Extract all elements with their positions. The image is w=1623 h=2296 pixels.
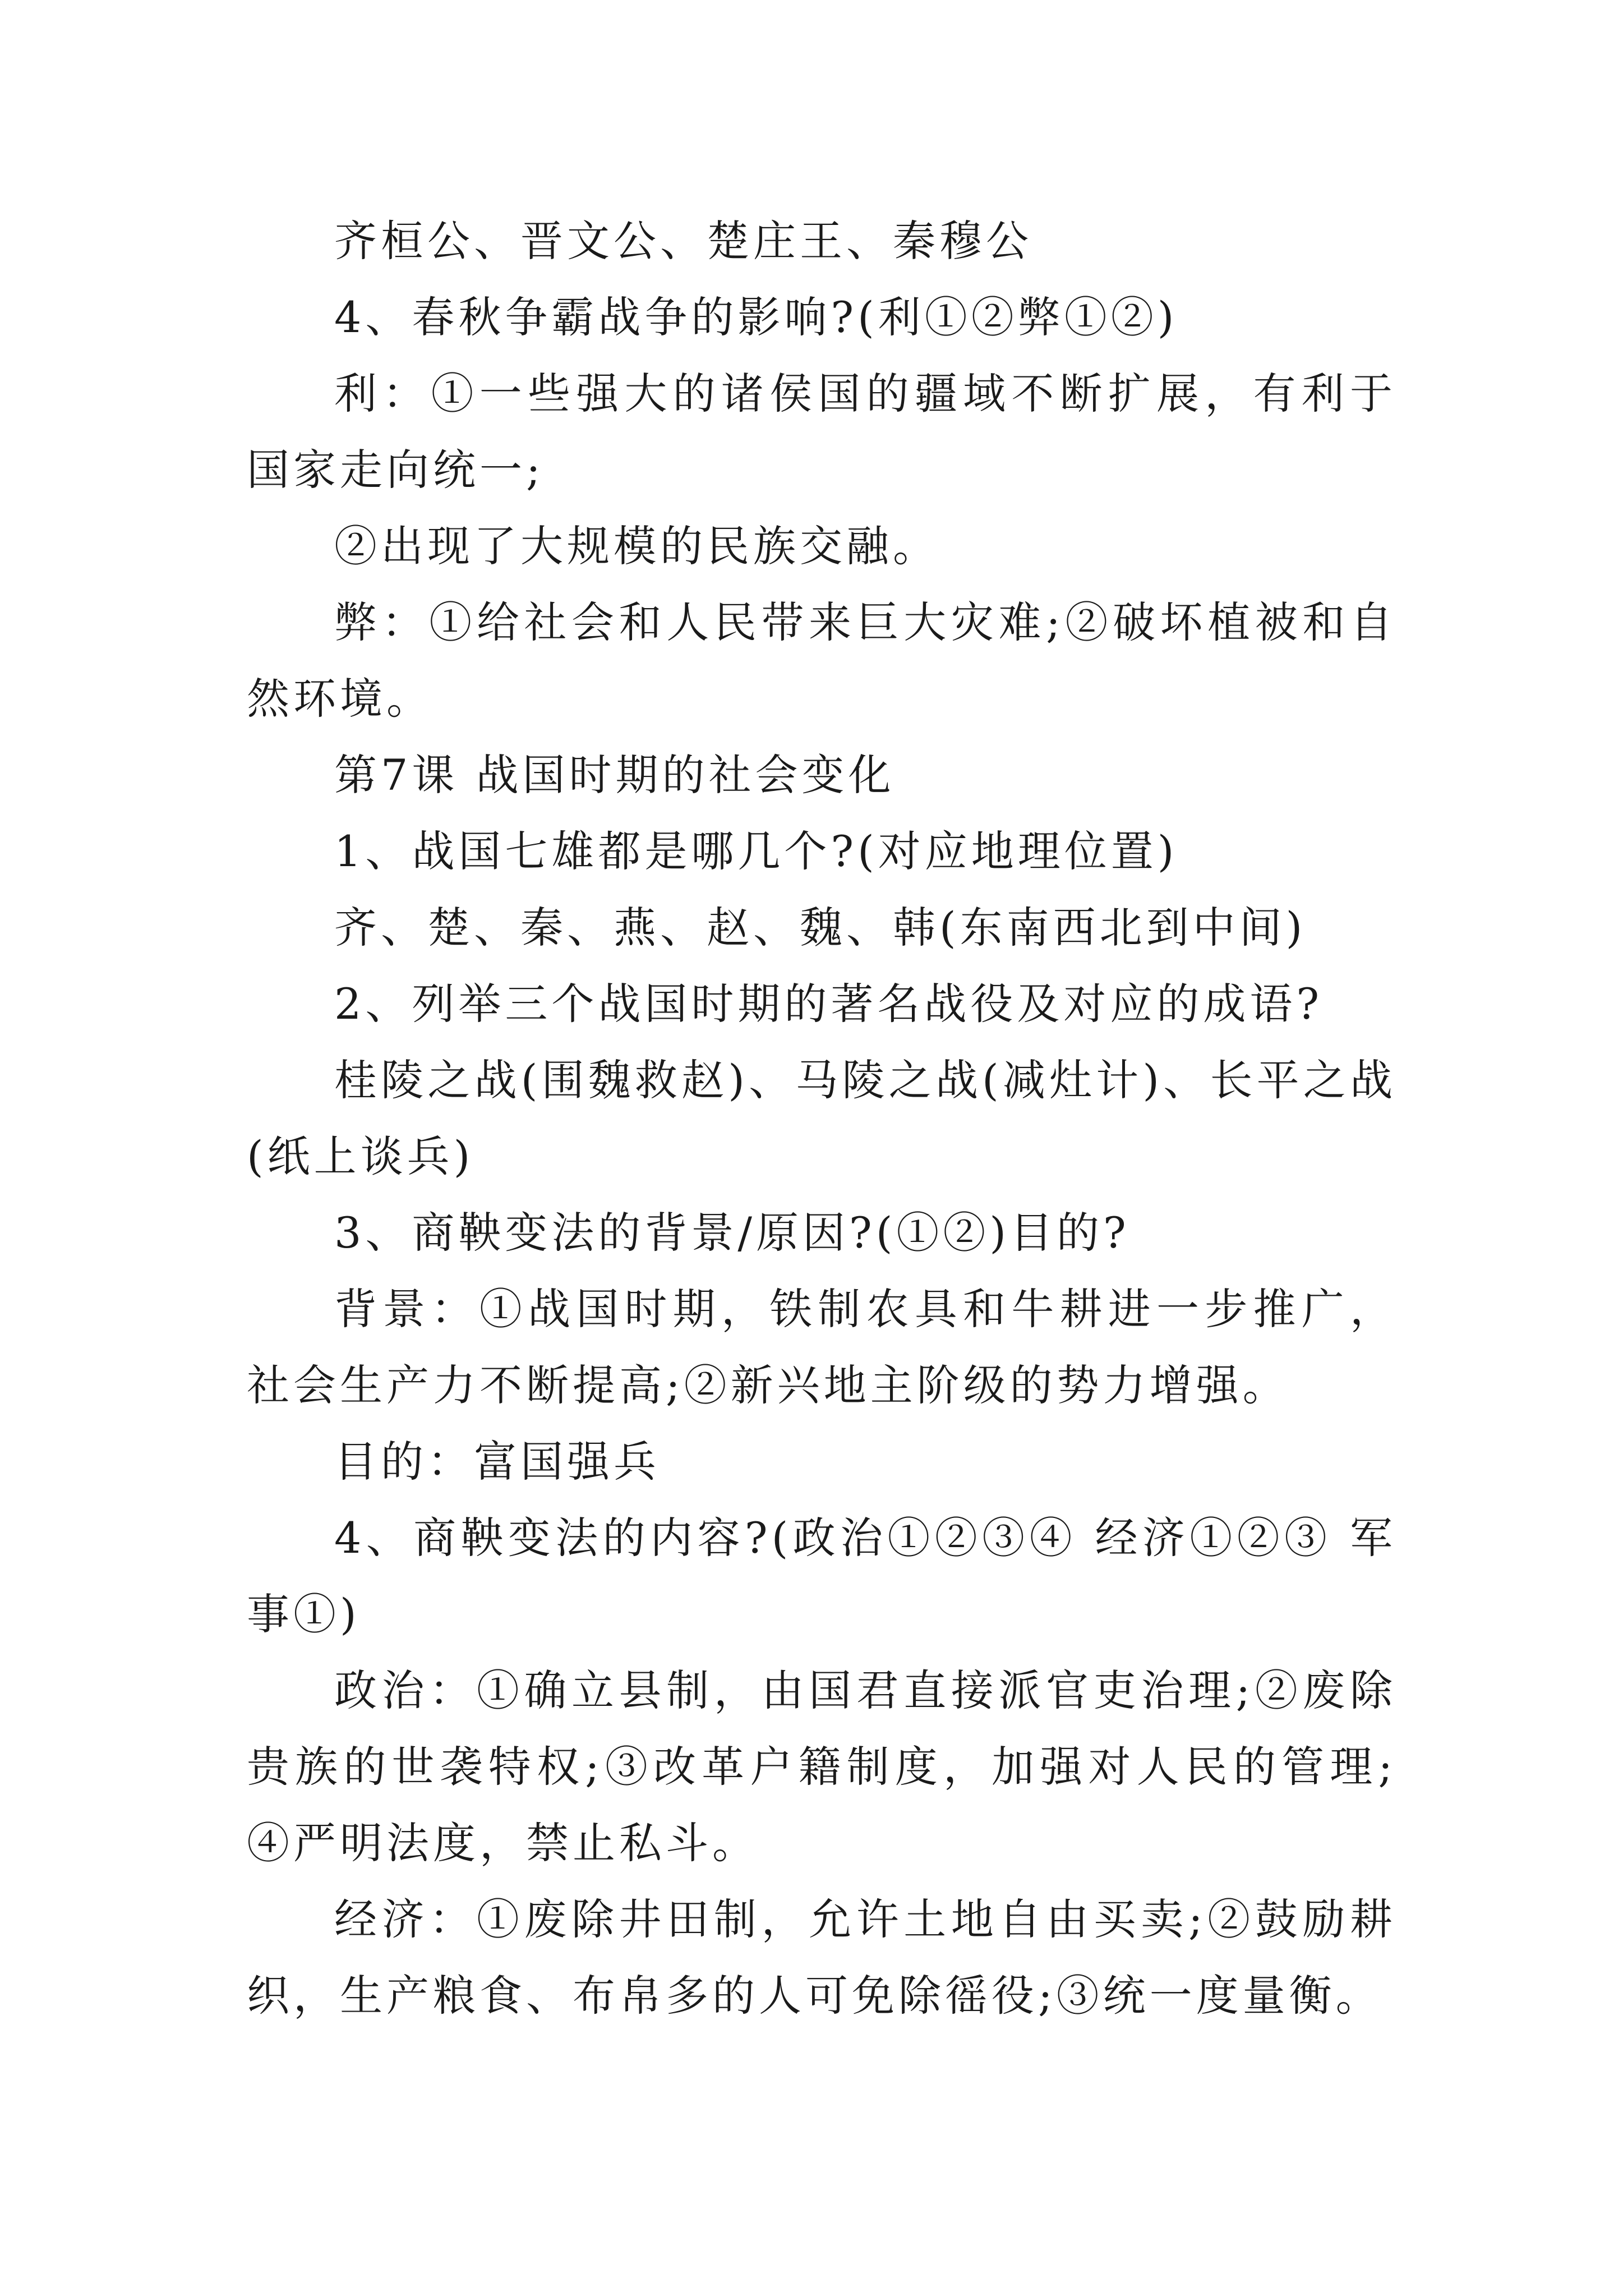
lesson-heading: 第7课 战国时期的社会变化 (334, 750, 895, 800)
paragraph: 背景：①战国时期，铁制农具和牛耕进一步推广，社会生产力不断提高;②新兴地主阶级的势力增强。 (247, 1284, 1396, 1410)
question-heading: 3、商鞅变法的背景/原因?(①②)目的? (334, 1208, 1130, 1258)
paragraph: ②出现了大规模的民族交融。 (334, 521, 939, 571)
paragraph: 齐桓公、晋文公、楚庄王、秦穆公 (334, 216, 1032, 266)
question-heading: 4、春秋争霸战争的影响?(利①②弊①②) (334, 292, 1178, 342)
paragraph: 齐、楚、秦、燕、赵、魏、韩(东南西北到中间) (334, 903, 1307, 953)
paragraph: 政治：①确立县制，由国君直接派官吏治理;②废除贵族的世袭特权;③改革户籍制度，加强对人民的管理;④严明法度，禁止私斗。 (247, 1665, 1396, 1868)
paragraph: 经济：①废除井田制，允许土地自由买卖;②鼓励耕织，生产粮食、布帛多的人可免除徭役;③统一度量衡。 (247, 1894, 1396, 2021)
question-heading: 4、商鞅变法的内容?(政治①②③④ 经济①②③ 军事①) (247, 1513, 1396, 1639)
paragraph: 弊：①给社会和人民带来巨大灾难;②破坏植被和自然环境。 (247, 597, 1396, 724)
question-heading: 2、列举三个战国时期的著名战役及对应的成语? (334, 979, 1324, 1029)
paragraph: 桂陵之战(围魏救赵)、马陵之战(减灶计)、长平之战(纸上谈兵) (247, 1055, 1396, 1181)
question-heading: 1、战国七雄都是哪几个?(对应地理位置) (334, 826, 1178, 876)
paragraph: 利：①一些强大的诸侯国的疆域不断扩展，有利于国家走向统一; (247, 369, 1396, 495)
paragraph: 目的：富国强兵 (334, 1437, 660, 1487)
document-body (247, 203, 1396, 2034)
